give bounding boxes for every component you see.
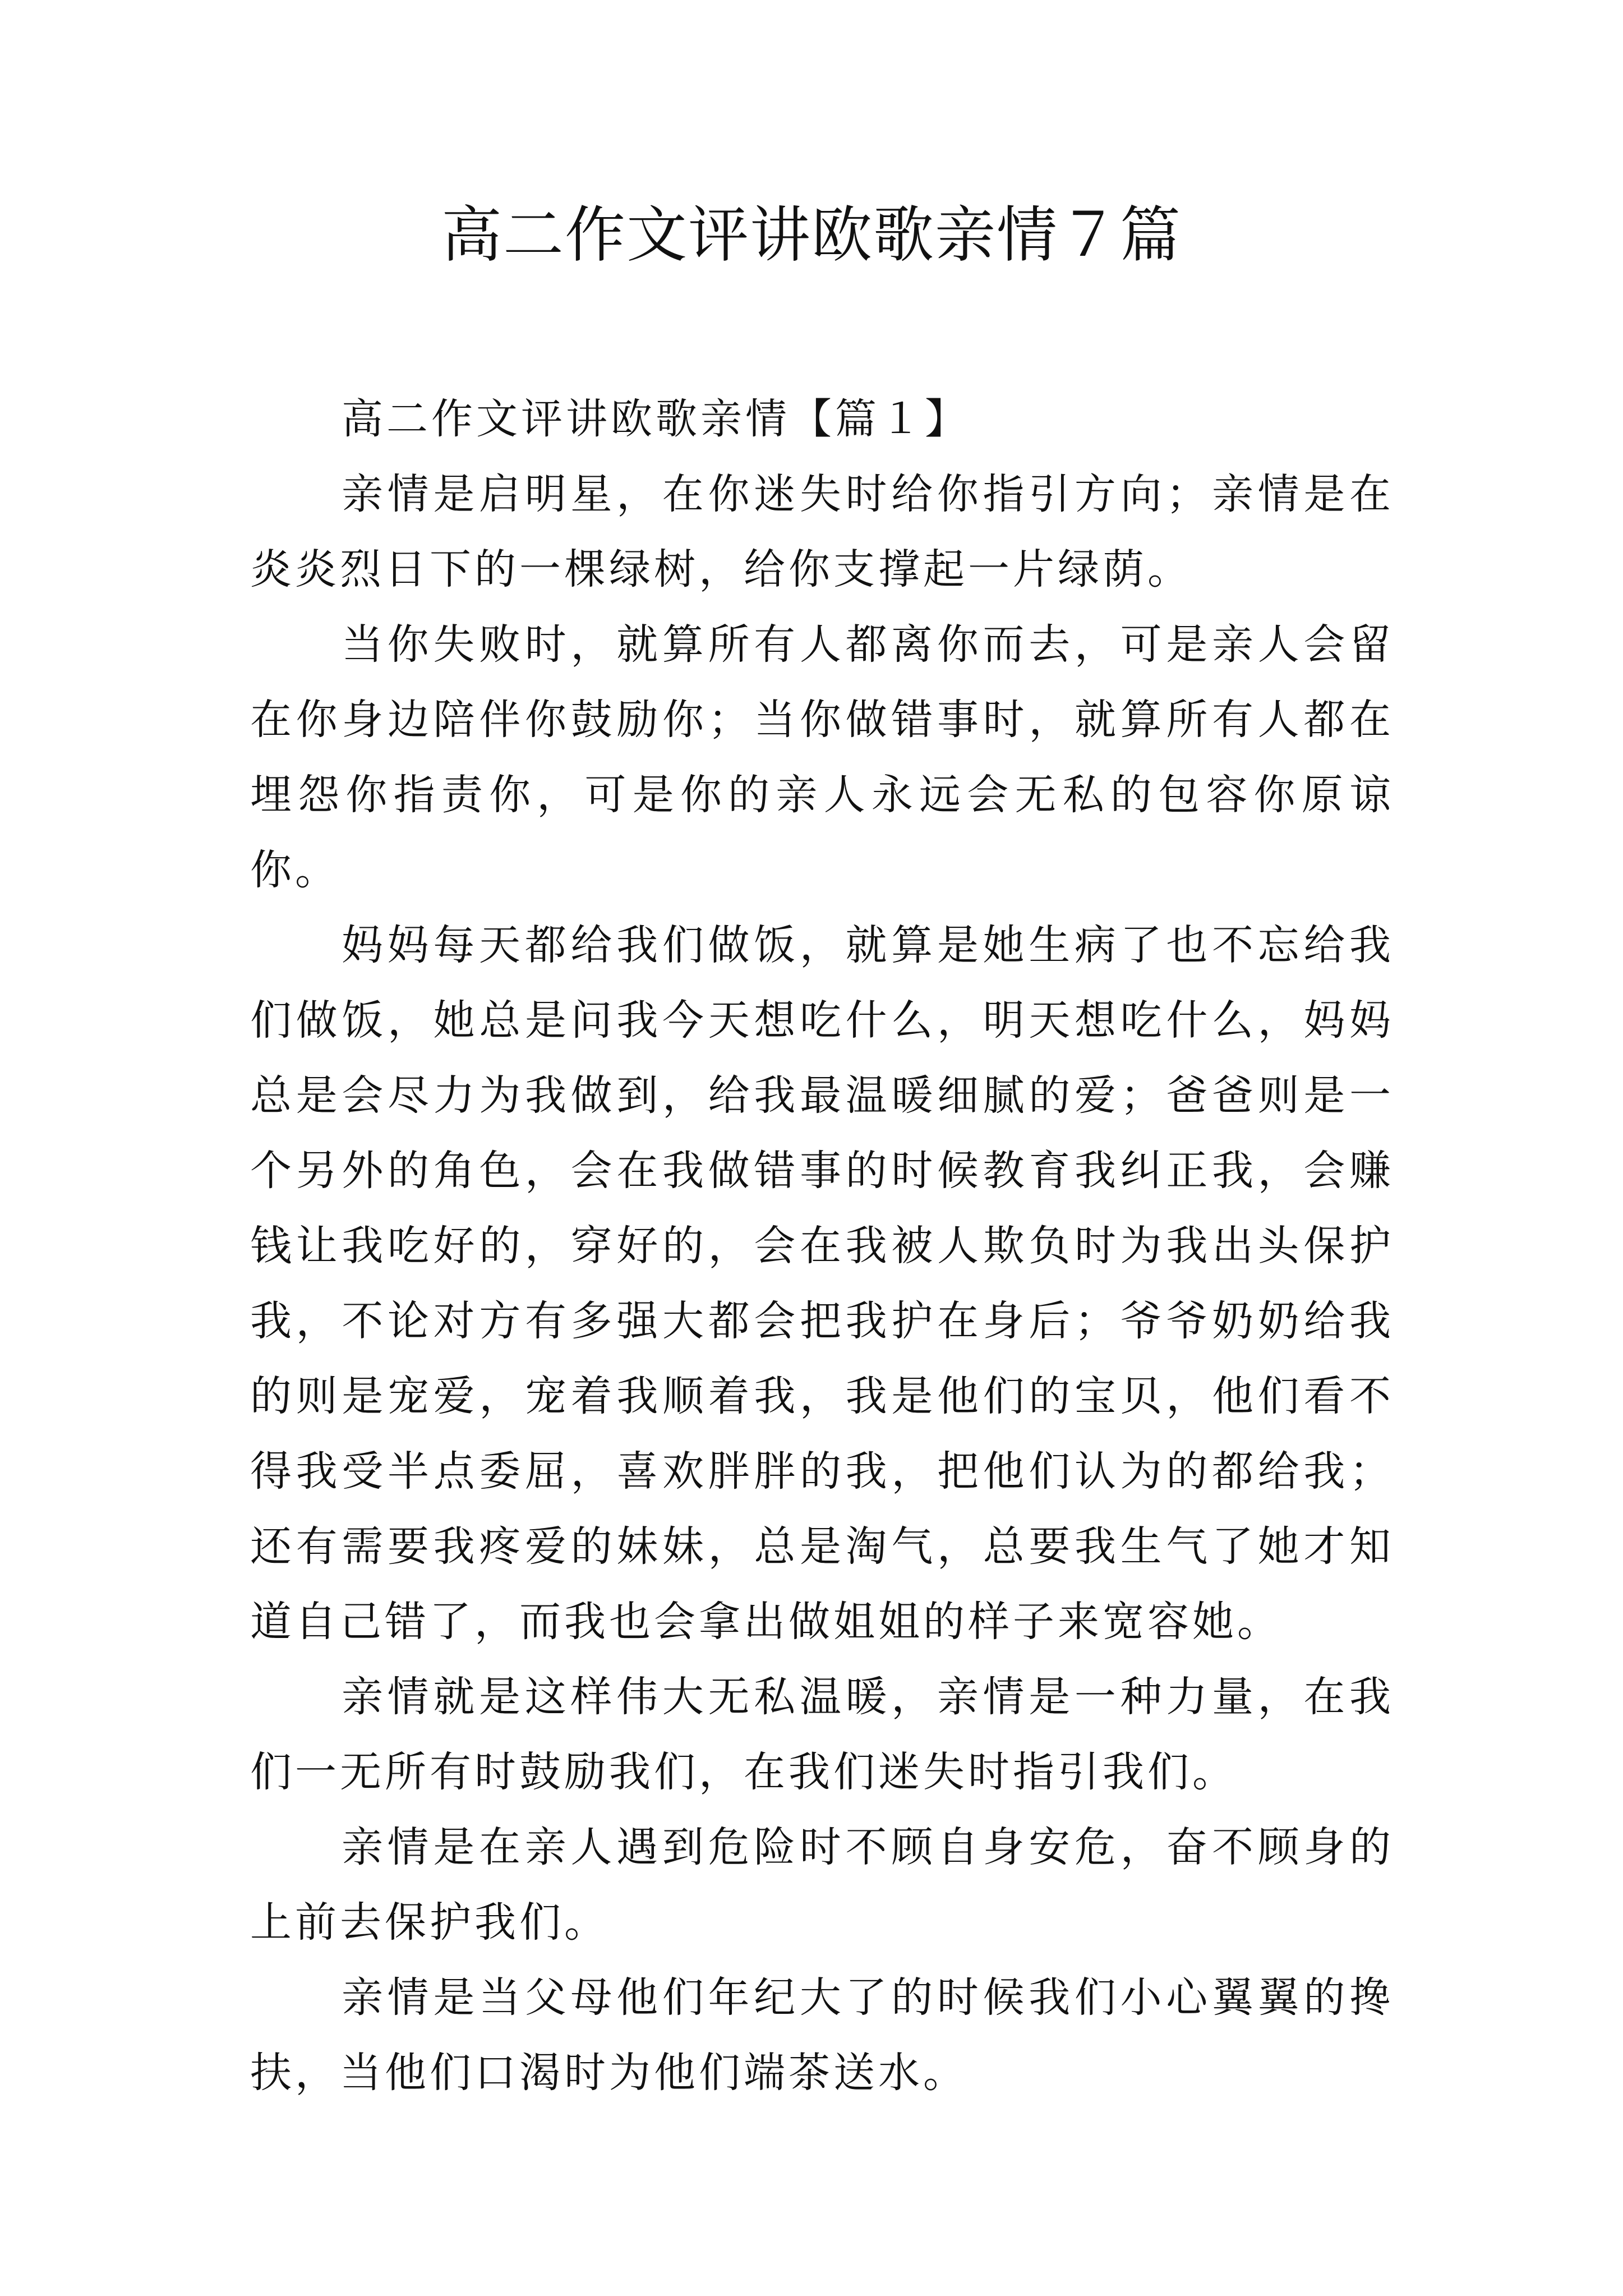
- paragraph: 当你失败时，就算所有人都离你而去，可是亲人会留在你身边陪伴你鼓励你；当你做错事时，就算所有人都在埋怨你指责你，可是你的亲人永远会无私的包容你原谅你。: [250, 620, 1394, 894]
- document-body: [250, 381, 1394, 2110]
- paragraph: 妈妈每天都给我们做饭，就算是她生病了也不忘给我们做饭，她总是问我今天想吃什么，明天想吃什么，妈妈总是会尽力为我做到，给我最温暖细腻的爱；爸爸则是一个另外的角色，会在我做错事的时候教育我纠正我，会赚钱让我吃好的，穿好的，会在我被人欺负时为我出头保护我，不论对方有多强大都会把我护在身后；爷爷奶奶给我的则是宠爱，宠着我顺着我，我是他们的宝贝，他们看不得我受半点委屈，喜欢胖胖的我，把他们认为的都给我；还有需要我疼爱的妹妹，总是淘气，总要我生气了她才知道自己错了，而我也会拿出做姐姐的样子来宽容她。: [250, 921, 1394, 1646]
- paragraph: 亲情就是这样伟大无私温暖，亲情是一种力量，在我们一无所有时鼓励我们，在我们迷失时指引我们。: [250, 1673, 1394, 1796]
- section-heading: 高二作文评讲欧歌亲情【篇１】: [342, 395, 970, 443]
- document-title: 高二作文评讲欧歌亲情７篇: [441, 200, 1182, 270]
- paragraph: 亲情是在亲人遇到危险时不顾自身安危，奋不顾身的上前去保护我们。: [250, 1823, 1394, 1947]
- paragraph: 亲情是当父母他们年纪大了的时候我们小心翼翼的搀扶，当他们口渴时为他们端茶送水。: [250, 1973, 1394, 2097]
- paragraph: 亲情是启明星，在你迷失时给你指引方向；亲情是在炎炎烈日下的一棵绿树，给你支撑起一片绿荫。: [250, 470, 1394, 593]
